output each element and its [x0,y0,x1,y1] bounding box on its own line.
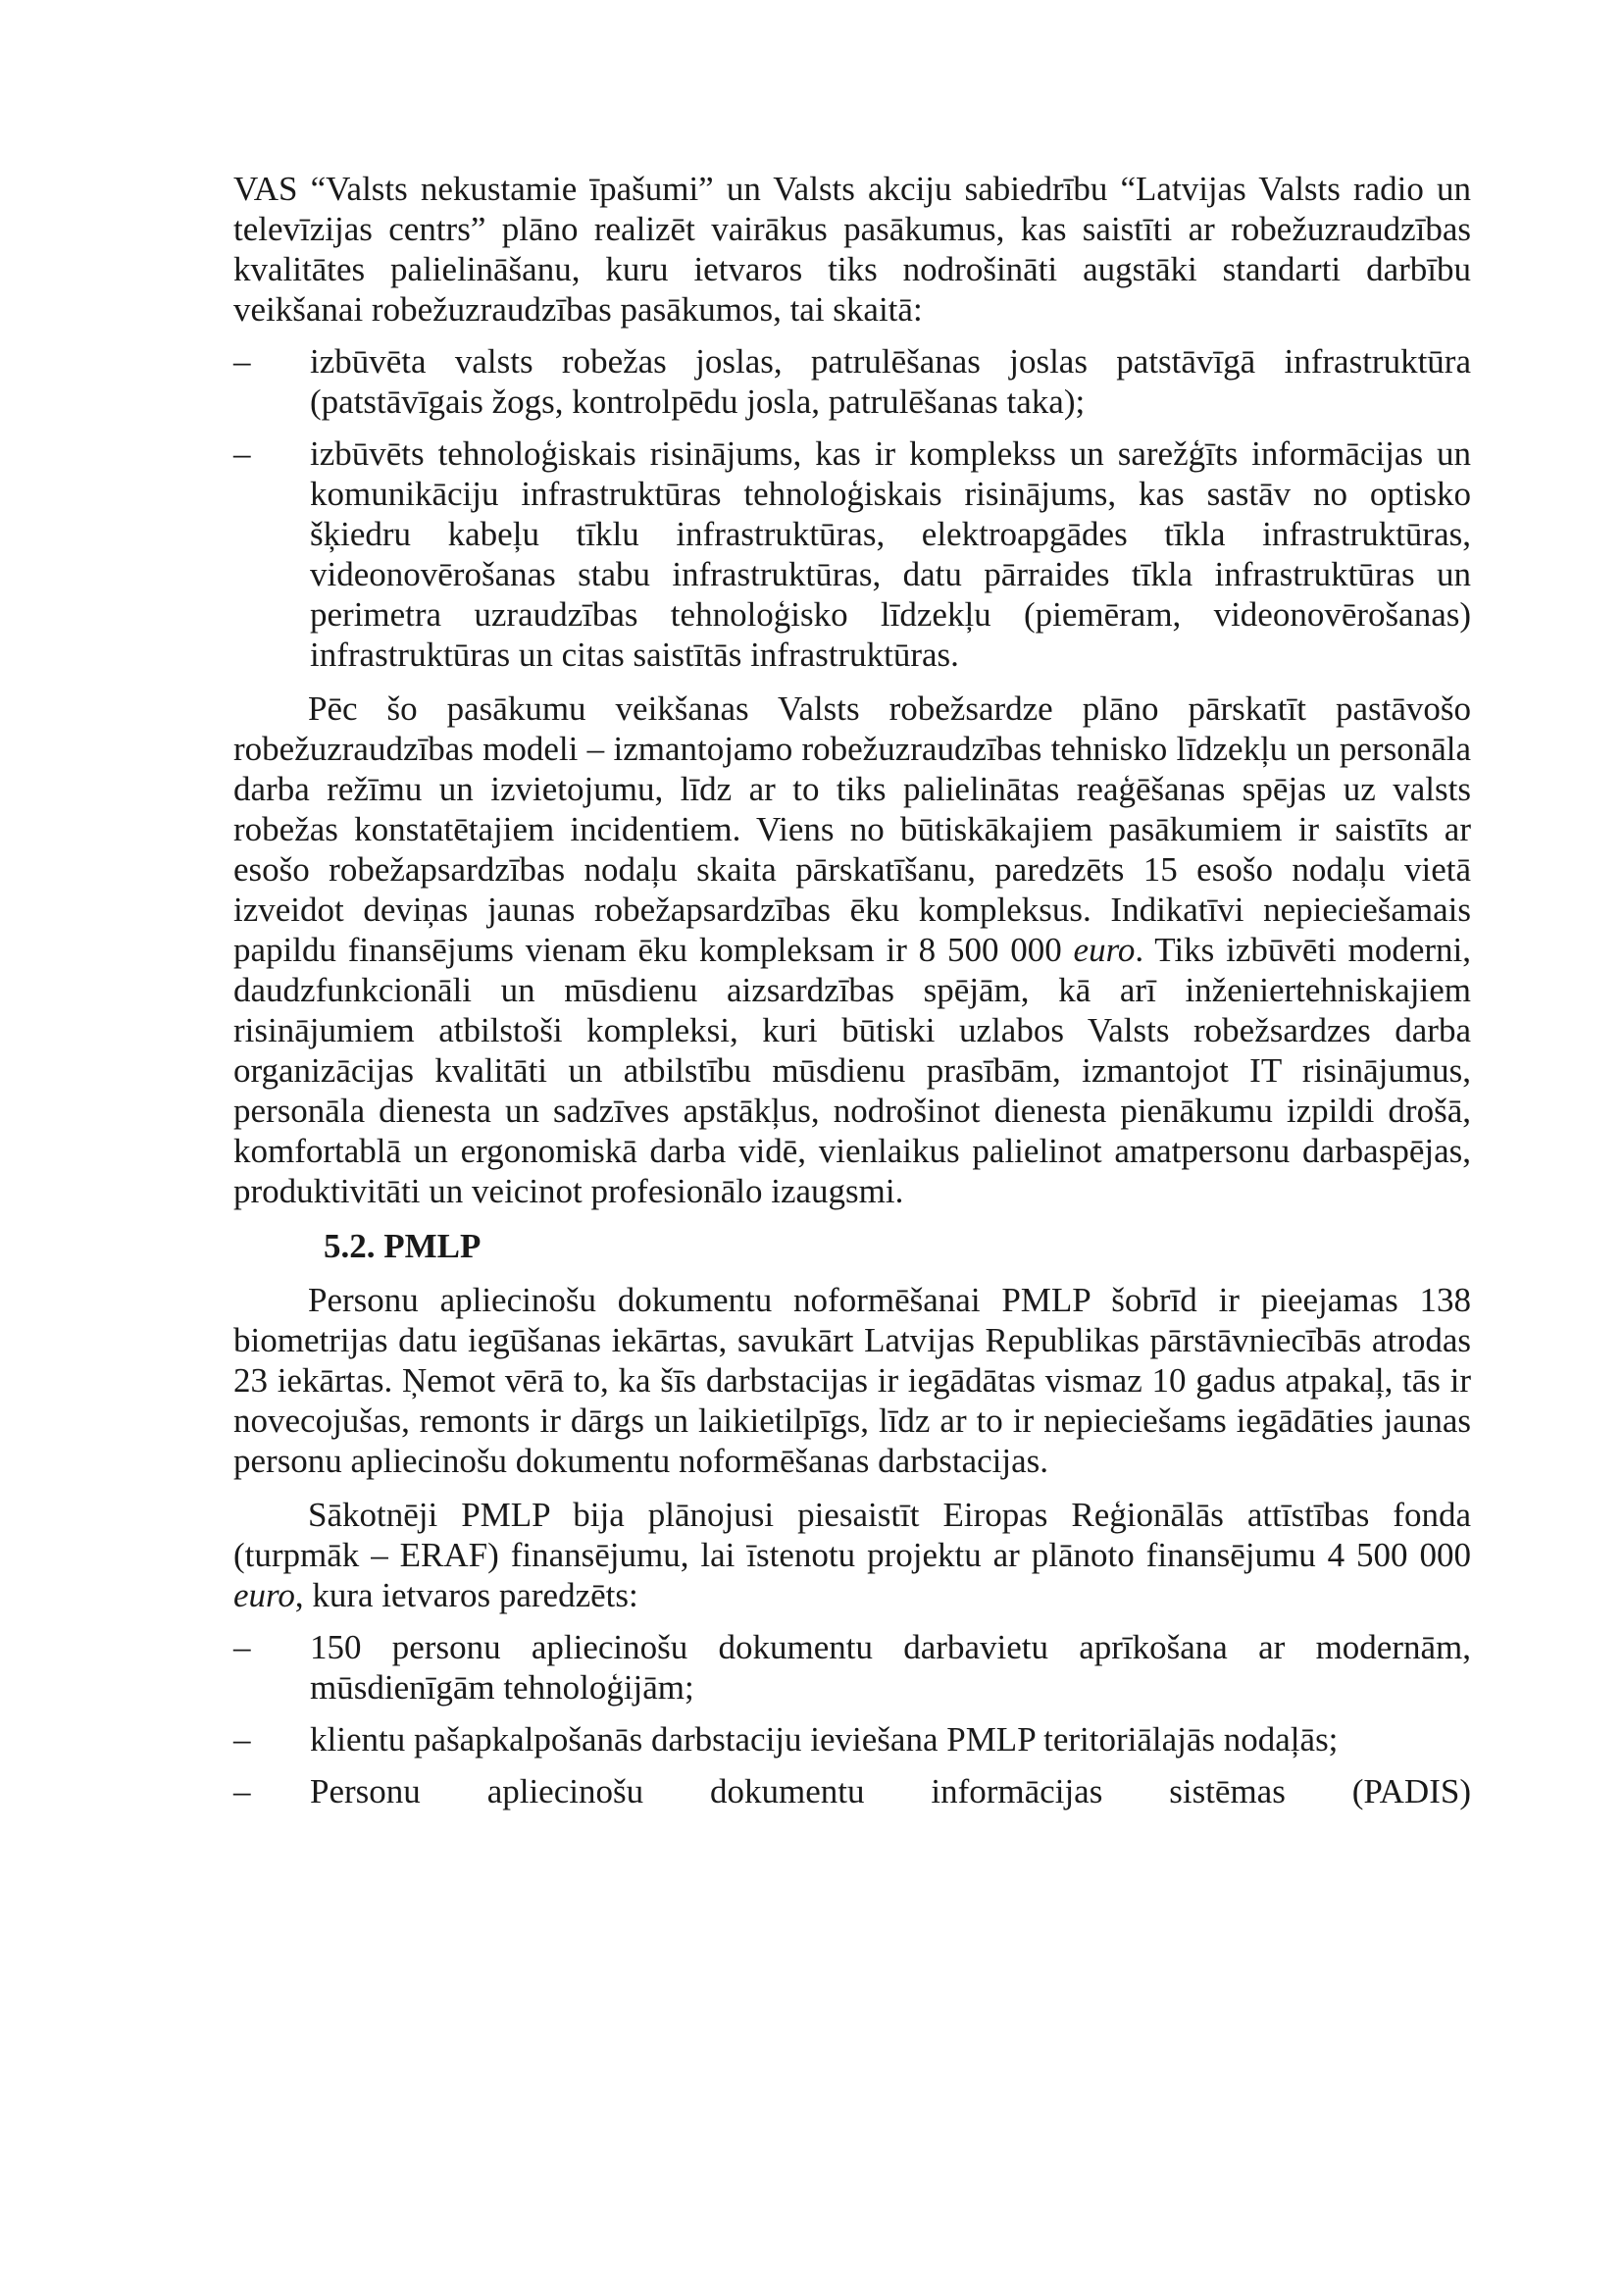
euro-term: euro [1073,931,1136,969]
erdf-paragraph [233,1495,1471,1615]
list-item [233,341,1471,422]
paragraph-text: Pēc šo pasākumu veikšanas Valsts robežsardze plāno pārskatīt pastāvošo robežuzraudzības modeli – izmantojamo robežuzraudzības tehnisko līdzekļu un personāla darba režīmu un izvietojumu, līdz ar to tiks palielinātas reaģēšanas spējas uz valsts robežas konstatētajiem incidentiem. Viens no būtiskākajiem pasākumiem ir saistīts ar esošo robežapsardzības nodaļu skaita pārskatīšanu, paredzēts 15 esošo nodaļu vietā izveidot deviņas jaunas robežapsardzības ēku kompleksus. Indikatīvi nepieciešamais papildu finansējums vienam ēku kompleksam ir 8 500 000 [233,689,1471,969]
measures-list [233,341,1471,675]
list-item-text: klientu pašapkalpošanās darbstaciju ieviešana PMLP teritoriālajās nodaļās; [310,1720,1339,1759]
dash-bullet: – [233,1772,251,1810]
pmlp-project-list [233,1627,1471,1811]
dash-bullet: – [233,1628,251,1666]
dash-bullet: – [233,1720,251,1759]
paragraph-text: . Tiks izbūvēti moderni, daudzfunkcionāli un mūsdienu aizsardzības spējām, kā arī inženiertehniskajiem risinājumiem atbilstoši kompleksi, kuri būtiski uzlabos Valsts robežsardzes darba organizācijas kvalitāti un atbilstību mūsdienu prasībām, izmantojot IT risinājumus, personāla dienesta un sadzīves apstākļus, nodrošinot dienesta pienākumu izpildi drošā, komfortablā un ergonomiskā darba vidē, vienlaikus palielinot amatpersonu darbaspējas, produktivitāti un veicinot profesionālo izaugsmi. [233,931,1471,1210]
list-item [233,433,1471,675]
dash-bullet: – [233,434,251,473]
list-item [233,1627,1471,1708]
border-guard-paragraph [233,688,1471,1211]
list-item [233,1719,1471,1759]
dash-bullet: – [233,342,251,381]
section-heading-5-2: 5.2. PMLP [324,1227,482,1265]
pmlp-paragraph: Personu apliecinošu dokumentu noformēšanai PMLP šobrīd ir pieejamas 138 biometrijas datu iegūšanas iekārtas, savukārt Latvijas Republikas pārstāvniecībās atrodas 23 iekārtas. Ņemot vērā to, ka šīs darbstacijas ir iegādātas vismaz 10 gadus atpakaļ, tās ir novecojušas, remonts ir dārgs un laikietilpīgs, līdz ar to ir nepieciešams iegādāties jaunas personu apliecinošu dokumentu noformēšanas darbstacijas. [233,1281,1471,1480]
list-item-text: 150 personu apliecinošu dokumentu darbavietu aprīkošana ar modernām, mūsdienīgām tehnoloģijām; [310,1628,1471,1707]
list-item-text: izbūvēta valsts robežas joslas, patrulēšanas joslas patstāvīgā infrastruktūra (patstāvīgais žogs, kontrolpēdu josla, patrulēšanas taka); [310,342,1471,421]
paragraph-text: Sākotnēji PMLP bija plānojusi piesaistīt Eiropas Reģionālās attīstības fonda (turpmāk – ERAF) finansējumu, lai īstenotu projektu ar plānoto finansējumu 4 500 000 [233,1496,1471,1574]
intro-paragraph: VAS “Valsts nekustamie īpašumi” un Valsts akciju sabiedrību “Latvijas Valsts radio un televīzijas centrs” plāno realizēt vairākus pasākumus, kas saistīti ar robežuzraudzības kvalitātes palielināšanu, kuru ietvaros tiks nodrošināti augstāki standarti darbību veikšanai robežuzraudzības pasākumos, tai skaitā: [233,170,1471,329]
euro-term: euro [233,1576,295,1614]
list-item-text: Personu apliecinošu dokumentu informācijas sistēmas (PADIS) [310,1772,1471,1810]
list-item-text: izbūvēts tehnoloģiskais risinājums, kas ir komplekss un sarežģīts informācijas un komunikāciju infrastruktūras tehnoloģiskais risinājums, kas sastāv no optisko šķiedru kabeļu tīklu infrastruktūras, elektroapgādes tīkla infrastruktūras, videonovērošanas stabu infrastruktūras, datu pārraides tīkla infrastruktūras un perimetra uzraudzības tehnoloģisko līdzekļu (piemēram, videonovērošanas) infrastruktūras un citas saistītās infrastruktūras. [310,434,1471,674]
paragraph-text: , kura ietvaros paredzēts: [294,1576,638,1614]
document-body [233,169,1471,1811]
list-item [233,1771,1471,1811]
